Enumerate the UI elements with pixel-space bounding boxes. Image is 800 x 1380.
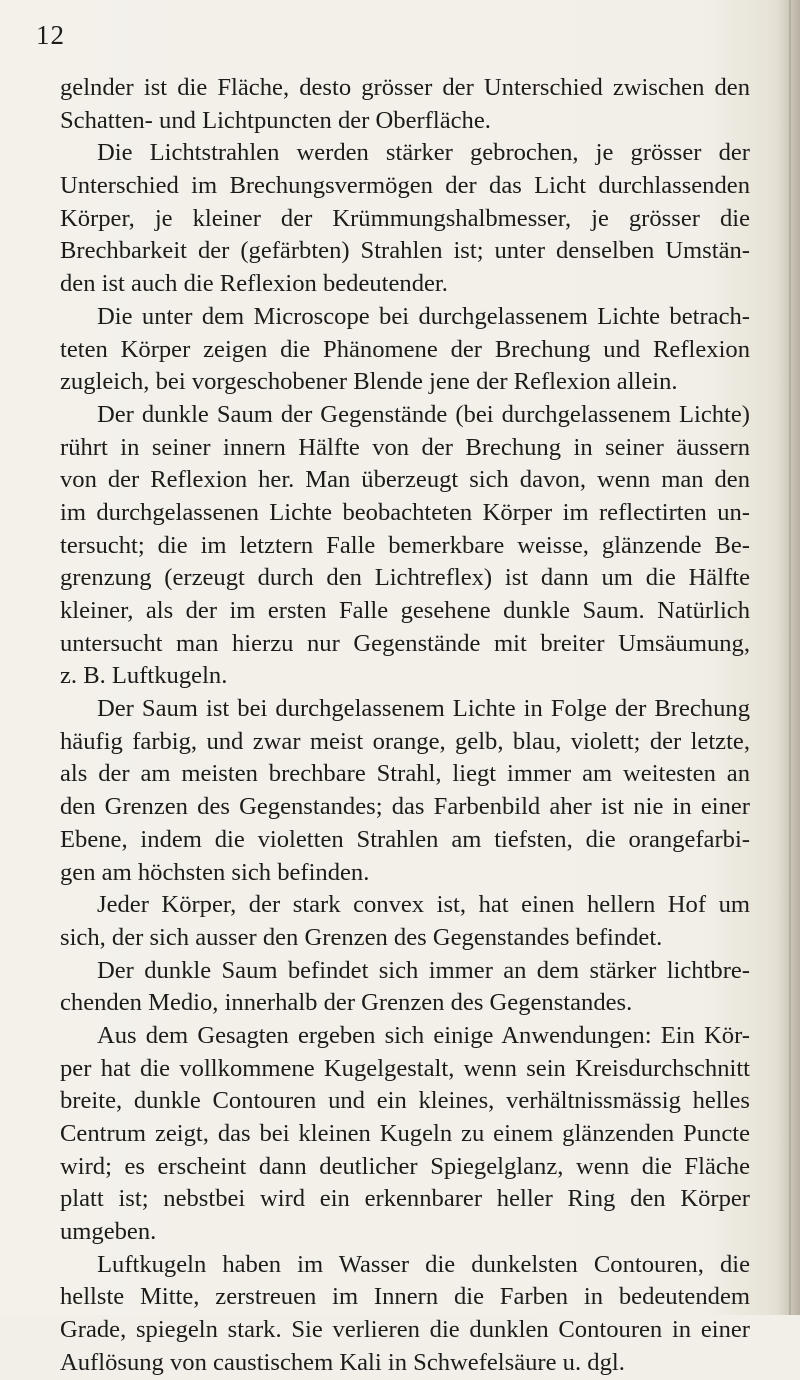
text-line: gen am höchsten sich befinden.: [60, 858, 370, 886]
text-line: breite, dunkle Contouren und ein kleines, verhältnissmässig helles: [60, 1087, 750, 1115]
text-line: Die Lichtstrahlen werden stärker gebrochen, je grösser der: [97, 139, 750, 167]
text-line: den ist auch die Reflexion bedeutender.: [60, 270, 448, 298]
text-line: Brechbarkeit der (gefärbten) Strahlen ist; unter denselben Umstän-: [60, 237, 750, 265]
text-line: kleiner, als der im ersten Falle gesehene dunkle Saum. Natürlich: [60, 597, 750, 624]
text-line: wird; es erscheint dann deutlicher Spiegelglanz, wenn die Fläche: [60, 1152, 750, 1180]
text-line: Centrum zeigt, das bei kleinen Kugeln zu einem glänzenden Puncte: [60, 1120, 750, 1147]
text-line: Die unter dem Microscope bei durchgelassenem Lichte betrach-: [97, 302, 750, 330]
text-line: Ebene, indem die violetten Strahlen am tiefsten, die orangefarbi-: [60, 825, 750, 853]
text-line: rührt in seiner innern Hälfte von der Brechung in seiner äussern: [60, 433, 750, 461]
page-edge-line: [789, 0, 791, 1315]
text-line: im durchgelassenen Lichte beobachteten Körper im reflectirten un-: [60, 498, 750, 526]
text-line: Jeder Körper, der stark convex ist, hat einen hellern Hof um: [97, 891, 750, 919]
text-line: Unterschied im Brechungsvermögen der das Licht durchlassenden: [60, 172, 750, 200]
text-line: grenzung (erzeugt durch den Lichtreflex) ist dann um die Hälfte: [60, 564, 750, 592]
text-line: Der dunkle Saum der Gegenstände (bei durchgelassenem Lichte): [97, 400, 750, 428]
text-line: von der Reflexion her. Man überzeugt sich davon, wenn man den: [60, 466, 750, 494]
text-line: zugleich, bei vorgeschobener Blende jene der Reflexion allein.: [60, 368, 678, 396]
body-text: [60, 72, 750, 1380]
text-line: Körper, je kleiner der Krümmungshalbmesser, je grösser die: [60, 204, 750, 232]
text-line: Der Saum ist bei durchgelassenem Lichte in Folge der Brechung: [97, 695, 750, 723]
text-line: z. B. Luftkugeln.: [60, 662, 228, 690]
text-line: Auflösung von caustischem Kali in Schwefelsäure u. dgl.: [60, 1348, 625, 1376]
text-line: teten Körper zeigen die Phänomene der Brechung und Reflexion: [60, 335, 750, 363]
text-line: Luftkugeln haben im Wasser die dunkelsten Contouren, die: [97, 1250, 750, 1278]
text-line: umgeben.: [60, 1218, 157, 1246]
text-line: gelnder ist die Fläche, desto grösser der Unterschied zwischen den: [60, 74, 750, 101]
text-line: platt ist; nebstbei wird ein erkennbarer heller Ring den Körper: [60, 1185, 750, 1213]
text-line: tersucht; die im letztern Falle bemerkbare weisse, glänzende Be-: [60, 531, 750, 559]
text-line: Der dunkle Saum befindet sich immer an dem stärker lichtbre-: [97, 956, 750, 984]
text-line: Schatten- und Lichtpuncten der Oberfläche.: [60, 106, 491, 134]
text-line: Grade, spiegeln stark. Sie verlieren die dunklen Contouren in einer: [60, 1316, 750, 1344]
text-line: chenden Medio, innerhalb der Grenzen des Gegenstandes.: [60, 989, 633, 1017]
text-line: Aus dem Gesagten ergeben sich einige Anwendungen: Ein Kör-: [97, 1021, 750, 1049]
text-line: sich, der sich ausser den Grenzen des Gegenstandes befindet.: [60, 923, 663, 951]
text-line: als der am meisten brechbare Strahl, liegt immer am weitesten an: [60, 760, 750, 788]
text-line: per hat die vollkommene Kugelgestalt, wenn sein Kreisdurchschnitt: [60, 1054, 750, 1082]
text-line: hellste Mitte, zerstreuen im Innern die Farben in bedeutendem: [60, 1283, 750, 1311]
text-line: den Grenzen des Gegenstandes; das Farbenbild aher ist nie in einer: [60, 793, 750, 821]
text-line: untersucht man hierzu nur Gegenstände mit breiter Umsäumung,: [60, 629, 750, 657]
text-line: häufig farbig, und zwar meist orange, gelb, blau, violett; der letzte,: [60, 727, 750, 755]
page-number: 12: [36, 20, 65, 50]
